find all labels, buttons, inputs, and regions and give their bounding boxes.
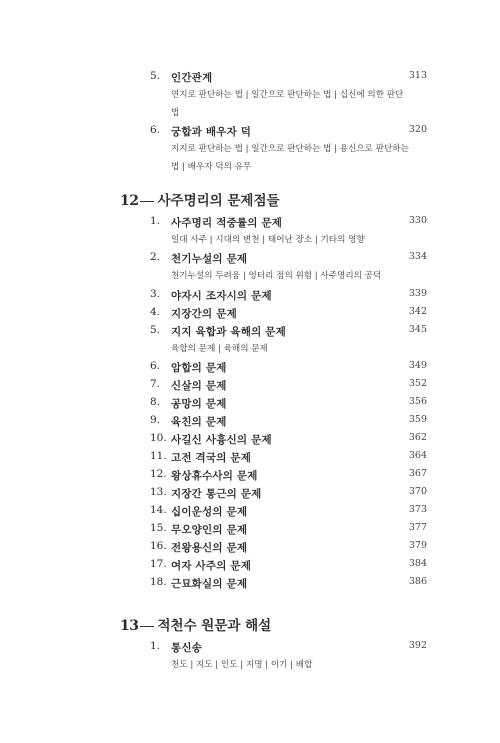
entry-page: 386 (408, 576, 427, 587)
entry-title: 근묘화실의 문제 (171, 578, 248, 590)
entry-number: 10. (150, 432, 167, 444)
entry-subtopics: 일대 사주 | 시대의 변천 | 태어난 장소 | 기타의 영향 (171, 235, 365, 245)
chapter-title: 적천수 원문과 해설 (157, 618, 272, 634)
entry-title: 사길신 사흉신의 문제 (171, 434, 272, 446)
entry-number: 6. (150, 360, 161, 372)
entry-title: 여자 사주의 문제 (171, 560, 252, 572)
entry-page: 384 (408, 558, 427, 569)
entry-page: 364 (408, 450, 427, 461)
entry-number: 5. (150, 70, 161, 82)
entry-page: 334 (408, 251, 427, 262)
entry-title: 궁합과 배우자 덕 (171, 126, 252, 138)
chapter-number: 13 (120, 618, 139, 634)
entry-number: 1. (150, 640, 161, 652)
entry-page: 320 (408, 124, 427, 135)
entry-page: 379 (408, 540, 427, 551)
entry-number: 12. (150, 468, 167, 480)
entry-page: 362 (408, 432, 427, 443)
entry-page: 313 (408, 70, 427, 81)
entry-title: 전왕용신의 문제 (171, 542, 248, 554)
entry-title: 십이운성의 문제 (171, 506, 248, 518)
entry-subtopics: 연지로 판단하는 법 | 일간으로 판단하는 법 | 십신에 의한 판단법 (171, 90, 404, 118)
entry-number: 8. (150, 396, 161, 408)
entry-page: 373 (408, 504, 427, 515)
entry-title: 천기누설의 문제 (171, 253, 248, 265)
entry-number: 9. (150, 414, 161, 426)
entry-subtopics: 육합의 문제 | 육해의 문제 (171, 344, 268, 354)
chapter-rule (140, 626, 154, 627)
entry-subtopics: 천도 | 지도 | 인도 | 지명 | 이기 | 배합 (171, 660, 313, 670)
entry-page: 330 (408, 215, 427, 226)
entry-number: 16. (150, 540, 167, 552)
entry-number: 3. (150, 288, 161, 300)
chapter-title: 사주명리의 문제점들 (157, 193, 280, 209)
entry-subtopics: 지지로 판단하는 법 | 일간으로 판단하는 법 | 용신으로 판단하는 법 | 배우자 덕의 유무 (171, 144, 409, 172)
entry-title: 신살의 문제 (171, 380, 227, 392)
entry-number: 17. (150, 558, 167, 570)
entry-title: 고전 격국의 문제 (171, 452, 252, 464)
entry-page: 349 (408, 360, 427, 371)
entry-page: 359 (408, 414, 427, 425)
entry-number: 11. (150, 450, 167, 462)
entry-number: 13. (150, 486, 167, 498)
entry-title: 왕상휴수사의 문제 (171, 470, 258, 482)
entry-page: 370 (408, 486, 427, 497)
entry-page: 352 (408, 378, 427, 389)
entry-number: 15. (150, 522, 167, 534)
entry-page: 392 (408, 640, 427, 651)
entry-title: 암합의 문제 (171, 362, 227, 374)
entry-subtopics: 천기누설의 두려움 | 엉터리 점의 위험 | 사주명리의 공덕 (171, 271, 382, 281)
entry-number: 1. (150, 215, 161, 227)
entry-page: 377 (408, 522, 427, 533)
entry-page: 356 (408, 396, 427, 407)
entry-number: 5. (150, 324, 161, 336)
entry-number: 2. (150, 251, 161, 263)
entry-title: 육친의 문제 (171, 416, 227, 428)
entry-number: 14. (150, 504, 167, 516)
entry-title: 야자시 조자시의 문제 (171, 290, 272, 302)
entry-title: 인간관계 (171, 72, 213, 84)
entry-title: 무오양인의 문제 (171, 524, 248, 536)
chapter-heading[interactable] (120, 189, 280, 209)
entry-number: 4. (150, 306, 161, 318)
entry-page: 339 (408, 288, 427, 299)
entry-title: 지지 육합과 육해의 문제 (171, 326, 286, 338)
entry-title: 사주명리 적중률의 문제 (171, 217, 283, 229)
entry-page: 342 (408, 306, 427, 317)
entry-title: 지장간의 문제 (171, 308, 237, 320)
entry-title: 통신송 (171, 642, 203, 654)
chapter-number: 12 (120, 193, 139, 209)
entry-title: 지장간 통근의 문제 (171, 488, 262, 500)
chapter-heading[interactable] (120, 614, 271, 634)
entry-number: 6. (150, 124, 161, 136)
entry-title: 공망의 문제 (171, 398, 227, 410)
entry-number: 7. (150, 378, 161, 390)
entry-page: 345 (408, 324, 427, 335)
chapter-rule (140, 201, 154, 202)
entry-page: 367 (408, 468, 427, 479)
entry-number: 18. (150, 576, 167, 588)
